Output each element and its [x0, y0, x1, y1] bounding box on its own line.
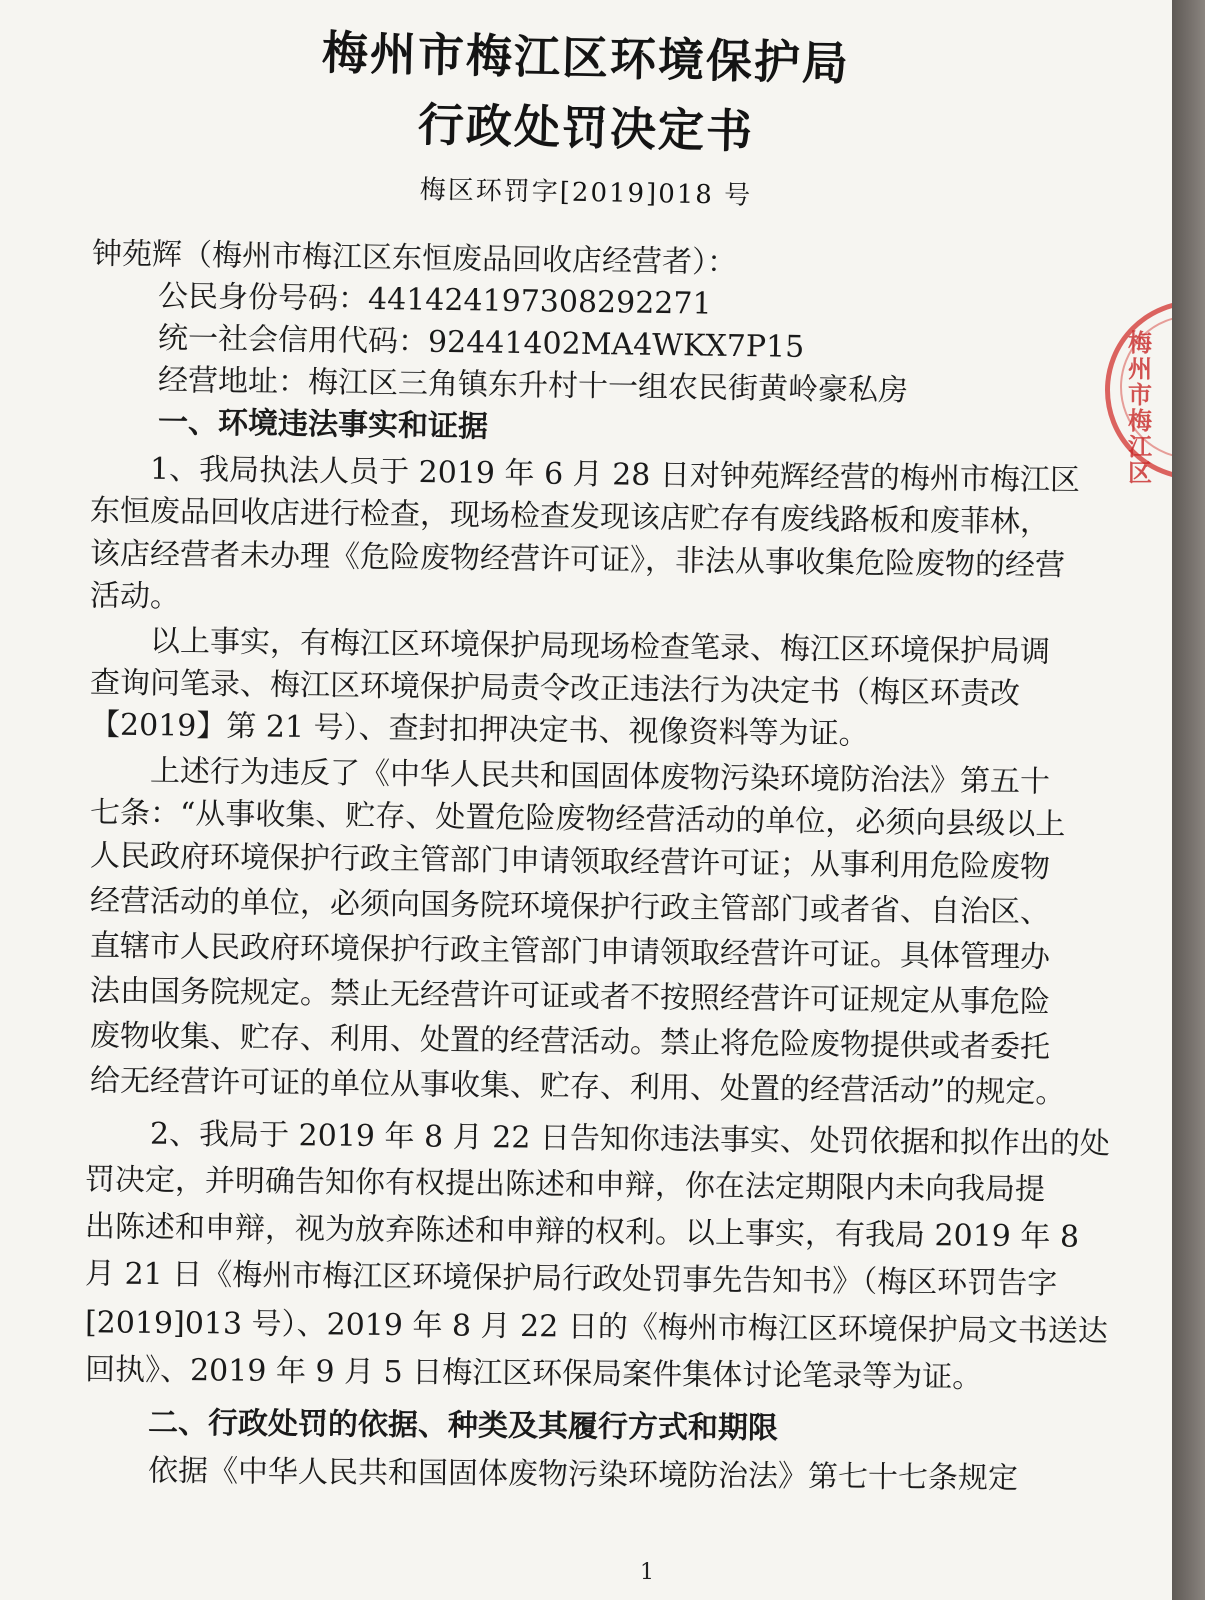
body-line: 东恒废品回收店进行检查，现场检查发现该店贮存有废线路板和废菲林，: [89, 493, 1051, 541]
body-line: 废物收集、贮存、利用、处置的经营活动。禁止将危险废物提供或者委托: [89, 1018, 1051, 1066]
official-seal-text: 梅州市梅江区: [1128, 329, 1152, 487]
body-line: 人民政府环境保护行政主管部门申请领取经营许可证；从事利用危险废物: [89, 838, 1051, 886]
body-line: 月 21 日《梅州市梅江区环境保护局行政处罚事先告知书》（梅区环罚告字: [84, 1256, 1058, 1302]
body-line: 七条：“从事收集、贮存、处置危险废物经营活动的单位，必须向县级以上: [89, 795, 1066, 843]
body-line: 罚决定，并明确告知你有权提出陈述和申辩，你在法定期限内未向我局提: [84, 1162, 1046, 1208]
body-line: 以上事实，有梅江区环境保护局现场检查笔录、梅江区环境保护局调: [149, 623, 1051, 670]
body-line: 该店经营者未办理《危险废物经营许可证》，非法从事收集危险废物的经营: [89, 536, 1066, 584]
body-line: 直辖市人民政府环境保护行政主管部门申请领取经营许可证。具体管理办: [89, 928, 1051, 976]
body-line: 查询问笔录、梅江区环境保护局责令改正违法行为决定书（梅区环责改: [89, 665, 1021, 712]
page-edge-shadow: [1172, 0, 1205, 1600]
party-name: 钟苑辉（梅州市梅江区东恒废品回收店经营者）：: [91, 236, 738, 281]
party-credit-code: 统一社会信用代码：92441402MA4WKX7P15: [157, 320, 805, 365]
document-title: 梅州市梅江区环境保护局: [321, 25, 851, 91]
body-line: 回执》、2019 年 9 月 5 日梅江区环保局案件集体讨论笔录等为证。: [84, 1352, 983, 1396]
document-number: 梅区环罚字[2019]018 号: [419, 175, 753, 211]
body-line: [2019]013 号）、2019 年 8 月 22 日的《梅州市梅江区环境保护局文书送达: [84, 1305, 1108, 1350]
section-heading-1: 一、环境违法事实和证据: [157, 404, 489, 445]
party-address: 经营地址：梅江区三角镇东升村十一组农民街黄岭豪私房: [157, 362, 909, 409]
body-line: 2、我局于 2019 年 8 月 22 日告知你违法事实、处罚依据和拟作出的处: [149, 1116, 1111, 1162]
section-2-first-line: 依据《中华人民共和国固体废物污染环境防治法》第七十七条规定: [147, 1453, 1019, 1497]
body-line: 活动。: [89, 578, 181, 615]
body-line: 经营活动的单位，必须向国务院环境保护行政主管部门或者省、自治区、: [89, 883, 1051, 931]
document-subtitle: 行政处罚决定书: [417, 97, 755, 159]
body-line: 【2019】第 21 号）、查封扣押决定书、视像资料等为证。: [89, 707, 869, 752]
body-line: 出陈述和申辩，视为放弃陈述和申辩的权利。以上事实，有我局 2019 年 8: [84, 1209, 1080, 1255]
page-number: 1: [640, 1560, 654, 1585]
body-line: 法由国务院规定。禁止无经营许可证或者不按照经营许可证规定从事危险: [89, 973, 1051, 1021]
body-line: 1、我局执法人员于 2019 年 6 月 28 日对钟苑辉经营的梅州市梅江区: [149, 451, 1081, 499]
section-heading-2: 二、行政处罚的依据、种类及其履行方式和期限: [147, 1405, 779, 1447]
body-line: 给无经营许可证的单位从事收集、贮存、利用、处置的经营活动”的规定。: [89, 1063, 1066, 1111]
body-line: 上述行为违反了《中华人民共和国固体废物污染环境防治法》第五十: [149, 753, 1051, 800]
party-id-number: 公民身份号码：441424197308292271: [157, 278, 712, 322]
